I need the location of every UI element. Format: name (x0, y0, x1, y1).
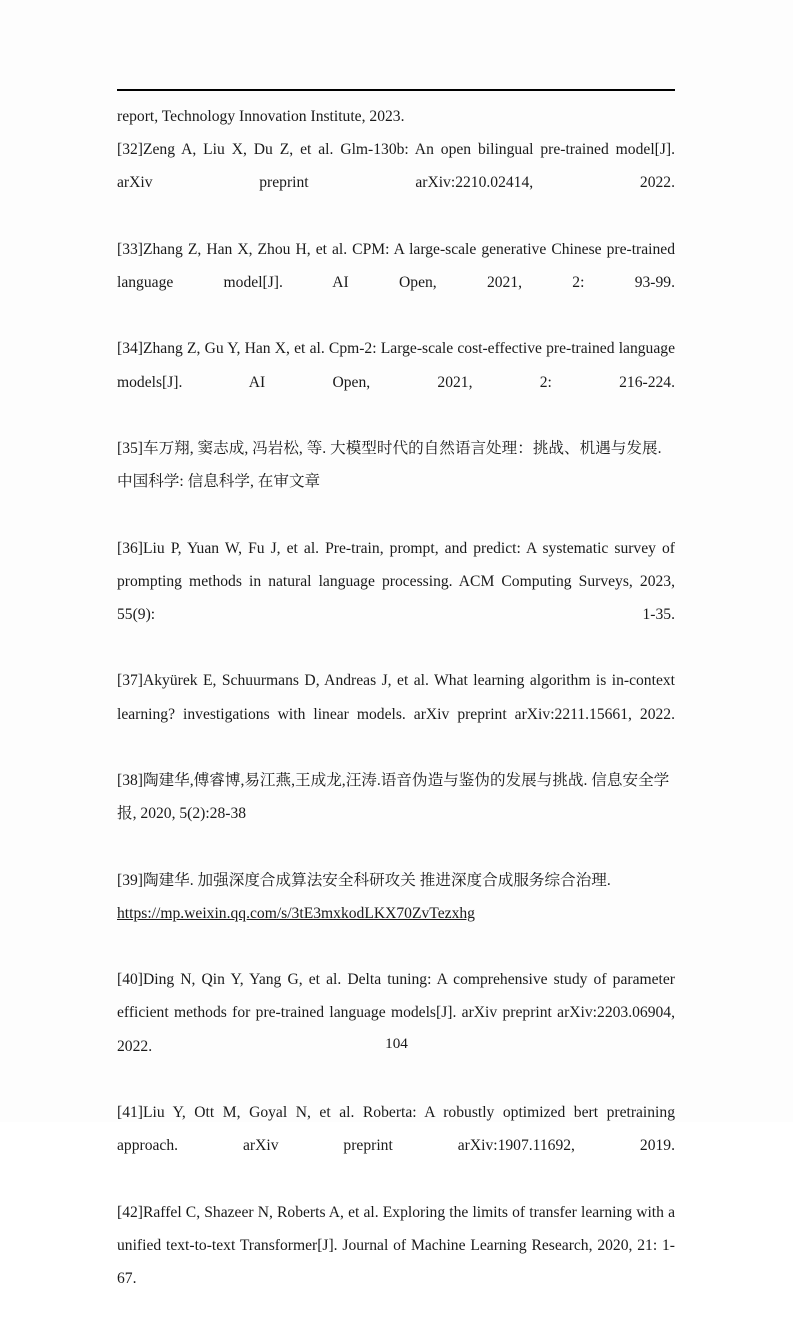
reference-item-40: [40]Ding N, Qin Y, Yang G, et al. Delta tuning: A comprehensive study of parameter efficient methods for pre-trained language models[J]. arXiv preprint arXiv:2203.06904, 2022. (117, 971, 675, 1055)
reference-item-34: [34]Zhang Z, Gu Y, Han X, et al. Cpm-2: Large-scale cost-effective pre-trained language models[J]. AI Open, 2021, 2: 216-224. (117, 340, 675, 391)
reference-item-41: [41]Liu Y, Ott M, Goyal N, et al. Roberta: A robustly optimized bert pretraining approach. arXiv preprint arXiv:1907.11692, 2019. (117, 1104, 675, 1155)
reference-item-36: [36]Liu P, Yuan W, Fu J, et al. Pre-train, prompt, and predict: A systematic survey of prompting methods in natural language processing. ACM Computing Surveys, 2023, 55(9): 1-35. (117, 539, 675, 624)
reference-item-39 (117, 864, 675, 964)
reference-item-37: [37]Akyürek E, Schuurmans D, Andreas J, et al. What learning algorithm is in-context learning? investigations with linear models. arXiv preprint arXiv:2211.15661, 2022. (117, 672, 675, 723)
reference-item-35: [35]车万翔, 窦志成, 冯岩松, 等. 大模型时代的自然语言处理：挑战、机遇与发展. 中国科学: 信息科学, 在审文章 (117, 440, 662, 491)
header-rule-divider (117, 89, 675, 91)
references-list (117, 100, 675, 1329)
page-number: 104 (385, 1035, 408, 1052)
reference-continuation: report, Technology Innovation Institute, 2023. (117, 108, 405, 125)
reference-item-42: [42]Raffel C, Shazeer N, Roberts A, et al. Exploring the limits of transfer learning with a unified text-to-text Transformer[J]. Journal of Machine Learning Research, 2020, 21: 1-67. (117, 1203, 675, 1288)
reference-item-33: [33]Zhang Z, Han X, Zhou H, et al. CPM: A large-scale generative Chinese pre-trained language model[J]. AI Open, 2021, 2: 93-99. (117, 240, 675, 292)
reference-item-32: [32]Zeng A, Liu X, Du Z, et al. Glm-130b: An open bilingual pre-trained model[J]. arXiv preprint arXiv:2210.02414, 2022. (117, 141, 675, 192)
reference-39-url-link[interactable]: https://mp.weixin.qq.com/s/3tE3mxkodLKX70ZvTezxhg (117, 904, 475, 922)
reference-item-38: [38]陶建华,傅睿博,易江燕,王成龙,汪涛.语音伪造与鉴伪的发展与挑战. 信息安全学报, 2020, 5(2):28-38 (117, 772, 670, 823)
reference-39-text: [39]陶建华. 加强深度合成算法安全科研攻关 推进深度合成服务综合治理. (117, 871, 611, 889)
